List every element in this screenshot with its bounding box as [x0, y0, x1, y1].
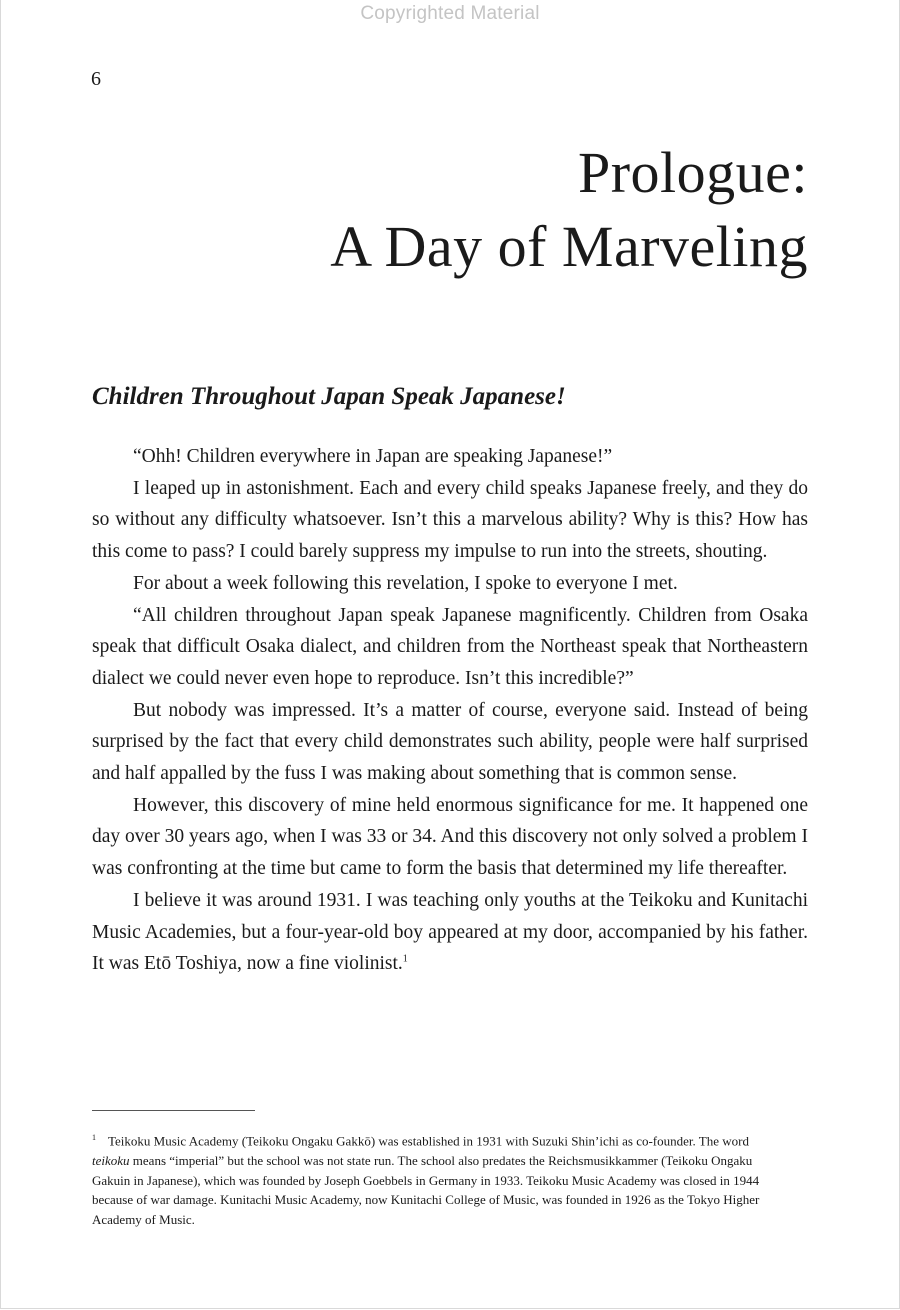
- paragraph: But nobody was impressed. It’s a matter of course, everyone said. Instead of being surprised by the fact that every child demonstrates such ability, people were half surprised and half appalled by the fuss I was making about something that is common sense.: [92, 699, 808, 785]
- paragraph-with-footnote: [92, 885, 808, 980]
- page-number: 6: [91, 68, 101, 90]
- section-heading: Children Throughout Japan Speak Japanese!: [92, 383, 566, 410]
- footnote-text-after: means “imperial” but the school was not state run. The school also predates the Reichsmusikkammer (Teikoku Ongaku Gakuin in Japanese), which was founded by Joseph Goebbels in Germany in 1933. Teikoku Music Academy was closed in 1944 because of war damage. Kunitachi Music Academy, now Kunitachi College of Music, was founded in 1926 as the Tokyo Higher Academy of Music.: [92, 1152, 760, 1227]
- paragraph-text: I believe it was around 1931. I was teaching only youths at the Teikoku and Kunitachi Music Academies, but a four-year-old boy appeared at my door, accompanied by his father. It was Etō Toshiya, now a fine violinist.: [92, 889, 808, 975]
- paragraph: “Ohh! Children everywhere in Japan are speaking Japanese!”: [133, 446, 613, 467]
- footnote-text-before: Teikoku Music Academy (Teikoku Ongaku Gakkō) was established in 1931 with Suzuki Shin’ichi as co-founder. The word: [108, 1133, 749, 1149]
- footnote-number: 1: [92, 1133, 96, 1142]
- footnote-divider: [92, 1110, 255, 1111]
- chapter-title-line-2: A Day of Marveling: [330, 214, 808, 279]
- paragraph: I leaped up in astonishment. Each and every child speaks Japanese freely, and they do so without any difficulty whatsoever. Isn’t this a marvelous ability? Why is this? How has this come to pass? I could barely suppress my impulse to run into the streets, shouting.: [92, 477, 808, 563]
- body-text: [92, 441, 808, 980]
- paragraph: For about a week following this revelation, I spoke to everyone I met.: [133, 572, 678, 594]
- chapter-title: [330, 136, 808, 284]
- paragraph: However, this discovery of mine held enormous significance for me. It happened one day over 30 years ago, when I was 33 or 34. And this discovery not only solved a problem I was confronting at the time but came to form the basis that determined my life thereafter.: [92, 794, 808, 880]
- paragraph: “All children throughout Japan speak Japanese magnificently. Children from Osaka speak that difficult Osaka dialect, and children from the Northeast speak that Northeastern dialect we could never even hope to reproduce. Isn’t this incredible?”: [92, 604, 808, 689]
- chapter-title-line-1: Prologue:: [577, 140, 808, 205]
- copyright-watermark: Copyrighted Material: [360, 3, 540, 24]
- footnote-marker[interactable]: 1: [402, 953, 408, 965]
- footnote: [92, 1128, 774, 1229]
- footnote-italic-word: teikoku: [92, 1152, 130, 1168]
